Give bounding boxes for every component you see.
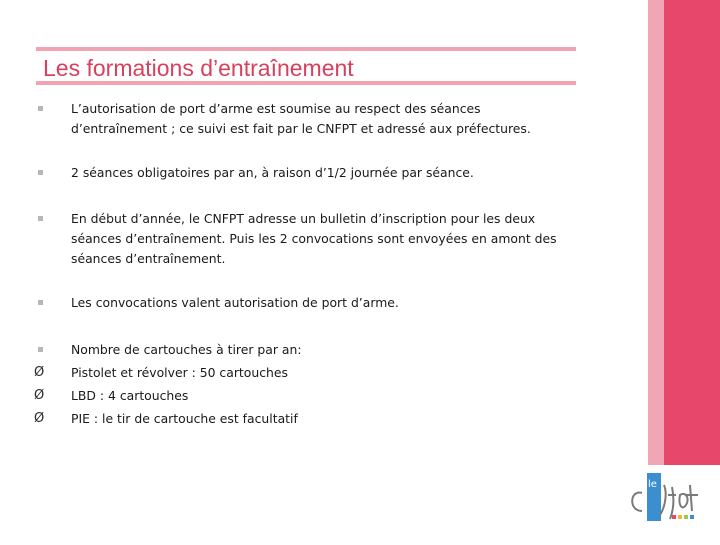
list-item-text: [71, 99, 596, 139]
list-item-line: séances d’entraînement.: [71, 251, 226, 266]
square-bullet-icon: [38, 216, 43, 221]
list-item-line: En début d’année, le CNFPT adresse un bulletin d’inscription pour les deux: [71, 211, 536, 226]
list-item-line: 2 séances obligatoires par an, à raison d’1/2 journée par séance.: [71, 165, 474, 180]
list-item-line: L’autorisation de port d’arme est soumise au respect des séances: [71, 101, 481, 116]
cnfpt-logo: [620, 465, 720, 540]
list-item-text: [71, 209, 596, 269]
sub-list-item-text: PIE : le tir de cartouche est facultatif: [71, 411, 298, 426]
arrow-bullet-icon: Ø: [34, 411, 45, 426]
title-rule-top: [36, 47, 576, 51]
cnfpt-logo-mark: [620, 465, 720, 540]
sub-list-item-text: Pistolet et révolver : 50 cartouches: [71, 365, 288, 380]
square-bullet-icon: [38, 170, 43, 175]
list-item-text: [71, 340, 596, 360]
title-rule-bottom: [36, 81, 576, 85]
arrow-bullet-icon: Ø: [34, 365, 45, 380]
list-item-line: séances d’entraînement. Puis les 2 convocations sont envoyées en amont des: [71, 231, 557, 246]
list-item-text: [71, 163, 596, 183]
slide-title: Les formations d’entraînement: [43, 55, 354, 81]
decorative-stripe-light: [648, 0, 664, 540]
list-item-line: Nombre de cartouches à tirer par an:: [71, 342, 302, 357]
square-bullet-icon: [38, 300, 43, 305]
list-item-line: Les convocations valent autorisation de port d’arme.: [71, 295, 399, 310]
list-item-line: d’entraînement ; ce suivi est fait par le CNFPT et adressé aux préfectures.: [71, 121, 531, 136]
arrow-bullet-icon: Ø: [34, 388, 45, 403]
svg-text:le: le: [648, 479, 657, 490]
square-bullet-icon: [38, 106, 43, 111]
decorative-stripe-dark: [664, 0, 720, 540]
square-bullet-icon: [38, 347, 43, 352]
list-item-text: [71, 293, 596, 313]
sub-list-item-text: LBD : 4 cartouches: [71, 388, 189, 403]
